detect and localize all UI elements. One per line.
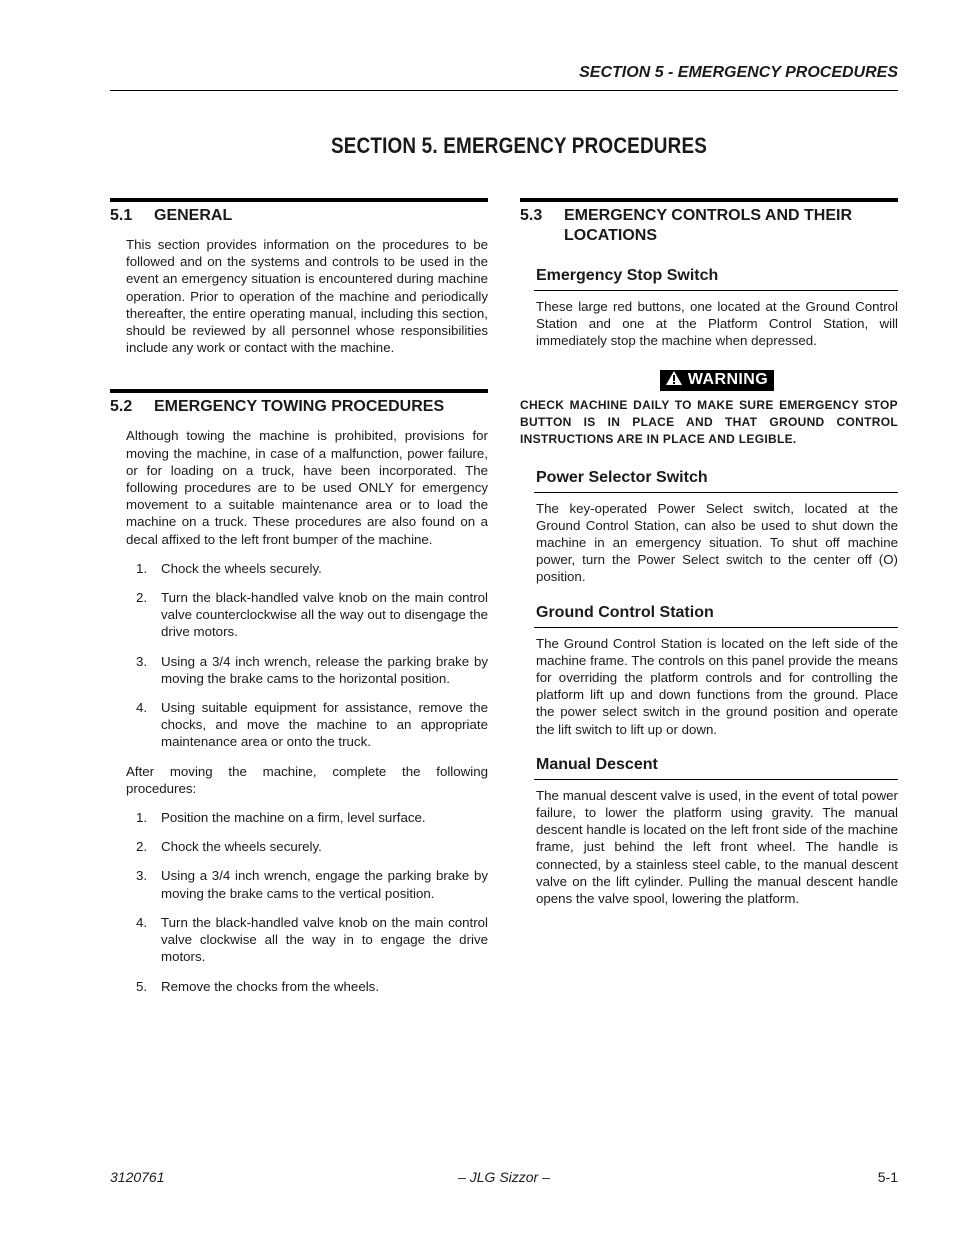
step-number: 1. [136,560,148,576]
towing-steps-list [110,560,488,751]
right-column [520,198,898,907]
subheading-rule [534,290,898,291]
section-5-3-heading [520,206,898,246]
step-text: Turn the black-handled valve knob on the main control valve clockwise all the way in to engage the drive motors. [161,914,488,965]
step-number: 3. [136,653,148,669]
section-5-1-heading [110,206,488,226]
step-number: 2. [136,590,148,606]
warning-text: CHECK MACHINE DAILY TO MAKE SURE EMERGENCY STOP BUTTON IS IN PLACE AND THAT GROUND CONTROL INSTRUCTIONS ARE IN PLACE AND LEGIBLE. [520,397,898,446]
warning-label [660,370,774,391]
step-number: 1. [136,810,148,826]
step-text: Chock the wheels securely. [161,839,322,855]
general-paragraph: This section provides information on the procedures to be followed and on the systems and controls to be used in the event an emergency situation is encountered during machine operation. Prior to operation of the machine and periodically thereafter, the entire operating manual, including this section, should be reviewed by all personnel whose responsibilities include any work or contact with the machine. [126,237,488,356]
manual-descent-heading: Manual Descent [536,755,658,773]
footer-page-number: 5-1 [877,1169,898,1185]
emergency-stop-heading: Emergency Stop Switch [536,267,719,284]
section-title: GENERAL [154,207,233,224]
footer-title: – JLG Sizzor – [458,1169,550,1185]
power-selector-paragraph: The key-operated Power Select switch, located at the Ground Control Station, can also be used to shut down the machine in an emergency situation. To shut off machine power, turn the Power Select switch to the center off (O) position. [536,500,898,585]
subheading-rule [534,779,898,780]
step-number: 5. [136,978,148,994]
section-title: EMERGENCY TOWING PROCEDURES [154,398,445,416]
subheading-rule [534,492,898,493]
step-text: Remove the chocks from the wheels. [161,978,380,994]
section-rule [110,198,488,202]
after-steps-list [110,809,488,995]
section-rule [110,389,488,393]
step-text: Using a 3/4 inch wrench, release the parking brake by moving the brake cams to the horizontal position. [161,653,488,686]
list-item [110,978,488,995]
step-number: 4. [136,914,148,930]
list-item [110,653,488,687]
warning-triangle-icon [666,371,682,390]
section-title: EMERGENCY CONTROLS AND THEIR LOCATIONS [564,207,853,244]
power-selector-heading: Power Selector Switch [536,468,708,486]
step-text: Position the machine on a firm, level surface. [161,810,426,826]
running-header: SECTION 5 - EMERGENCY PROCEDURES [579,64,898,81]
after-moving-paragraph: After moving the machine, complete the following procedures: [126,763,488,796]
warning-label-text: WARNING [687,371,769,389]
step-text: Using suitable equipment for assistance, remove the chocks, and move the machine to an appropriate maintenance area or onto the truck. [161,700,488,750]
left-column [110,198,488,995]
footer-doc-number: 3120761 [110,1169,165,1185]
step-text: Turn the black-handled valve knob on the main control valve counterclockwise all the way out to disengage the drive motors. [161,590,488,640]
list-item [110,867,488,901]
list-item [110,699,488,751]
page-title: SECTION 5. EMERGENCY PROCEDURES [330,133,708,158]
ground-control-heading: Ground Control Station [536,603,714,621]
warning-banner [536,370,898,391]
step-text: Using a 3/4 inch wrench, engage the parking brake by moving the brake cams to the vertical position. [161,868,488,901]
step-number: 3. [136,868,148,884]
step-number: 2. [136,839,148,855]
section-number: 5.1 [110,207,133,224]
section-number: 5.3 [520,207,543,224]
header-rule [110,90,898,91]
ground-control-paragraph: The Ground Control Station is located on the left side of the machine frame. The controls on this panel provide the means for overriding the platform controls and for controlling the platform lift up and down functions from the ground. Place the power select switch in the ground position and operate the lift switch to lift up or down. [536,635,898,737]
list-item [110,560,488,577]
list-item [110,809,488,826]
list-item [110,589,488,641]
subheading-rule [534,627,898,628]
step-text: Chock the wheels securely. [161,560,322,576]
section-number: 5.2 [110,398,133,416]
emergency-stop-paragraph: These large red buttons, one located at the Ground Control Station and one at the Platform Control Station, will immediately stop the machine when depressed. [536,299,898,349]
list-item [110,914,488,966]
manual-descent-paragraph: The manual descent valve is used, in the event of total power failure, to lower the platform using gravity. The manual descent handle is located on the left front side of the machine frame, just behind the left front wheel. The handle is connected, by a stainless steel cable, to the manual descent valve on the lift cylinder. Pulling the manual descent handle opens the valve spool, lowering the platform. [536,787,898,907]
towing-intro-paragraph: Although towing the machine is prohibited, provisions for moving the machine, in case of a malfunction, power failure, or for loading on a truck, have been incorporated. The following procedures are to be used ONLY for emergency movement to a suitable maintenance area or to load the machine on a truck. These procedures are also found on a decal affixed to the left front bumper of the machine. [126,428,488,547]
section-rule [520,198,898,202]
step-number: 4. [136,700,148,716]
list-item [110,838,488,855]
section-5-2-heading [110,397,488,417]
